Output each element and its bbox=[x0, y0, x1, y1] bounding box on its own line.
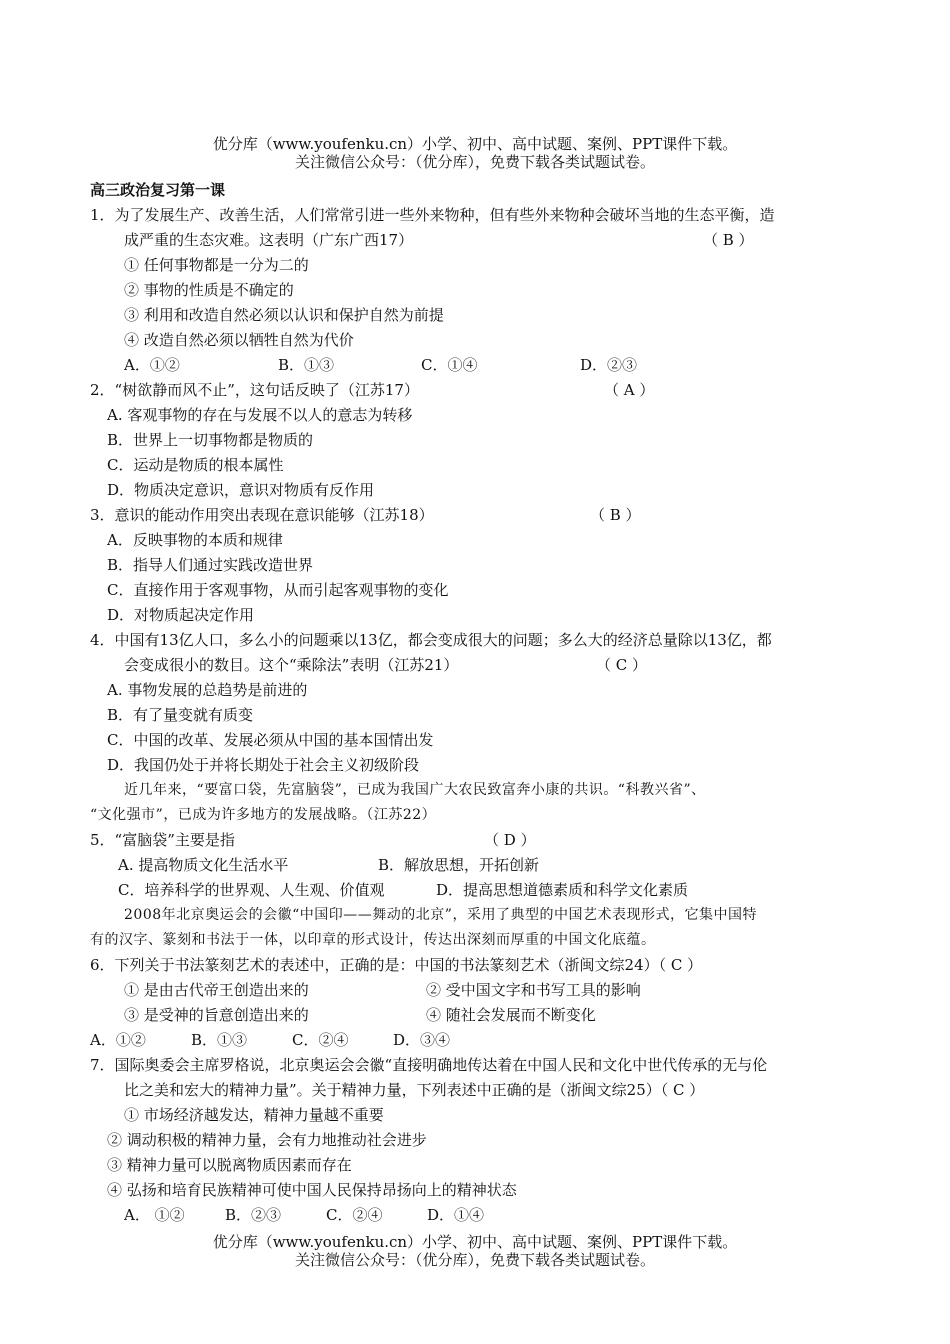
q7-option-b: B．②③ bbox=[225, 1206, 282, 1224]
header-line-1: 优分库（www.youfenku.cn）小学、初中、高中试题、案例、PPT课件下载。 bbox=[212, 135, 738, 153]
q6-option-b: B．①③ bbox=[191, 1031, 248, 1049]
q2-stem: 2．“树欲静而风不止”，这句话反映了（江苏17） bbox=[90, 381, 419, 399]
q2-option-b: B．世界上一切事物都是物质的 bbox=[107, 431, 314, 449]
q6-option-a: A．①② bbox=[90, 1031, 146, 1049]
q1-statement-4: ④ 改造自然必须以牺牲自然为代价 bbox=[124, 331, 354, 349]
q6-statement-1: ① 是由古代帝王创造出来的 bbox=[124, 981, 309, 999]
q3-stem: 3．意识的能动作用突出表现在意识能够（江苏18） bbox=[90, 506, 434, 524]
q4-stem-line-1: 4．中国有13亿人口，多么小的问题乘以13亿，都会变成很大的问题；多么大的经济总量除以13亿，都 bbox=[90, 631, 772, 649]
footer-line-2: 关注微信公众号：（优分库），免费下载各类试题试卷。 bbox=[294, 1251, 655, 1269]
header-line-2: 关注微信公众号：（优分库），免费下载各类试题试卷。 bbox=[294, 153, 655, 171]
q1-option-d: D．②③ bbox=[580, 356, 638, 374]
q4-answer: （ C ） bbox=[596, 656, 648, 674]
q2-option-c: C．运动是物质的根本属性 bbox=[107, 456, 284, 474]
q4-option-c: C．中国的改革、发展必须从中国的基本国情出发 bbox=[107, 731, 434, 749]
passage-2-line-1: 2008年北京奥运会的会徽“中国印——舞动的北京”，采用了典型的中国艺术表现形式，它集中国特 bbox=[124, 907, 757, 923]
q1-option-c: C．①④ bbox=[421, 356, 478, 374]
q3-option-c: C．直接作用于客观事物，从而引起客观事物的变化 bbox=[107, 581, 449, 599]
q5-option-c: C．培养科学的世界观、人生观、价值观 bbox=[118, 881, 385, 899]
q7-option-d: D．①④ bbox=[427, 1206, 485, 1224]
q2-answer: （ A ） bbox=[604, 381, 655, 399]
q1-option-b: B．①③ bbox=[278, 356, 335, 374]
q1-option-a: A．①② bbox=[124, 356, 180, 374]
passage-1-line-1: 近几年来，“要富口袋，先富脑袋”，已成为我国广大农民致富奔小康的共识。“科教兴省”、 bbox=[124, 782, 706, 798]
q2-option-a: A. 客观事物的存在与发展不以人的意志为转移 bbox=[107, 406, 413, 424]
q3-option-a: A．反映事物的本质和规律 bbox=[107, 531, 283, 549]
q2-option-d: D．物质决定意识，意识对物质有反作用 bbox=[107, 481, 375, 499]
q5-answer: （ D ） bbox=[484, 831, 536, 849]
q6-option-d: D．③④ bbox=[393, 1031, 451, 1049]
q1-stem-line-1: 1．为了发展生产、改善生活，人们常常引进一些外来物种，但有些外来物种会破坏当地的生态平衡，造 bbox=[90, 206, 775, 224]
q7-statement-1: ① 市场经济越发达，精神力量越不重要 bbox=[124, 1106, 384, 1124]
q7-stem-line-1: 7．国际奥委会主席罗格说，北京奥运会会徽“直接明确地传达着在中国人民和文化中世代传承的无与伦 bbox=[90, 1056, 768, 1074]
q4-option-d: D．我国仍处于并将长期处于社会主义初级阶段 bbox=[107, 756, 420, 774]
q6-stem: 6．下列关于书法篆刻艺术的表述中，正确的是：中国的书法篆刻艺术（浙闽文综24）（ C ） bbox=[90, 956, 703, 974]
q7-statement-4: ④ 弘扬和培育民族精神可使中国人民保持昂扬向上的精神状态 bbox=[107, 1181, 517, 1199]
q7-statement-2: ② 调动积极的精神力量，会有力地推动社会进步 bbox=[107, 1131, 427, 1149]
q7-statement-3: ③ 精神力量可以脱离物质因素而存在 bbox=[107, 1156, 352, 1174]
q3-option-b: B．指导人们通过实践改造世界 bbox=[107, 556, 314, 574]
q1-stem-line-2: 成严重的生态灾难。这表明（广东广西17） bbox=[124, 231, 414, 249]
q1-statement-2: ② 事物的性质是不确定的 bbox=[124, 281, 294, 299]
q4-option-b: B．有了量变就有质变 bbox=[107, 706, 254, 724]
q7-option-a: A． ①② bbox=[124, 1206, 185, 1224]
q6-statement-2: ② 受中国文字和书写工具的影响 bbox=[426, 981, 641, 999]
q3-option-d: D．对物质起决定作用 bbox=[107, 606, 255, 624]
q3-answer: （ B ） bbox=[590, 506, 641, 524]
q4-stem-line-2: 会变成很小的数目。这个“乘除法”表明（江苏21） bbox=[124, 656, 459, 674]
q5-option-b: B．解放思想，开拓创新 bbox=[378, 856, 540, 874]
q4-option-a: A. 事物发展的总趋势是前进的 bbox=[107, 681, 308, 699]
passage-1-line-2: “文化强市”，已成为许多地方的发展战略。（江苏22） bbox=[90, 807, 437, 823]
q6-option-c: C．②④ bbox=[292, 1031, 349, 1049]
q5-option-d: D．提高思想道德素质和科学文化素质 bbox=[436, 881, 689, 899]
q7-stem-line-2: 比之美和宏大的精神力量”。关于精神力量，下列表述中正确的是（浙闽文综25）（ C ） bbox=[124, 1081, 705, 1099]
q1-statement-1: ① 任何事物都是一分为二的 bbox=[124, 256, 309, 274]
q1-answer: （ B ） bbox=[703, 231, 754, 249]
page-title: 高三政治复习第一课 bbox=[90, 181, 226, 199]
footer-line-1: 优分库（www.youfenku.cn）小学、初中、高中试题、案例、PPT课件下载。 bbox=[212, 1233, 738, 1251]
q6-statement-4: ④ 随社会发展而不断变化 bbox=[426, 1006, 596, 1024]
passage-2-line-2: 有的汉字、篆刻和书法于一体，以印章的形式设计，传达出深刻而厚重的中国文化底蕴。 bbox=[90, 932, 656, 948]
q5-stem: 5．“富脑袋”主要是指 bbox=[90, 831, 235, 849]
q7-option-c: C．②④ bbox=[326, 1206, 383, 1224]
q5-option-a: A. 提高物质文化生活水平 bbox=[118, 856, 289, 874]
q1-statement-3: ③ 利用和改造自然必须以认识和保护自然为前提 bbox=[124, 306, 444, 324]
q6-statement-3: ③ 是受神的旨意创造出来的 bbox=[124, 1006, 309, 1024]
